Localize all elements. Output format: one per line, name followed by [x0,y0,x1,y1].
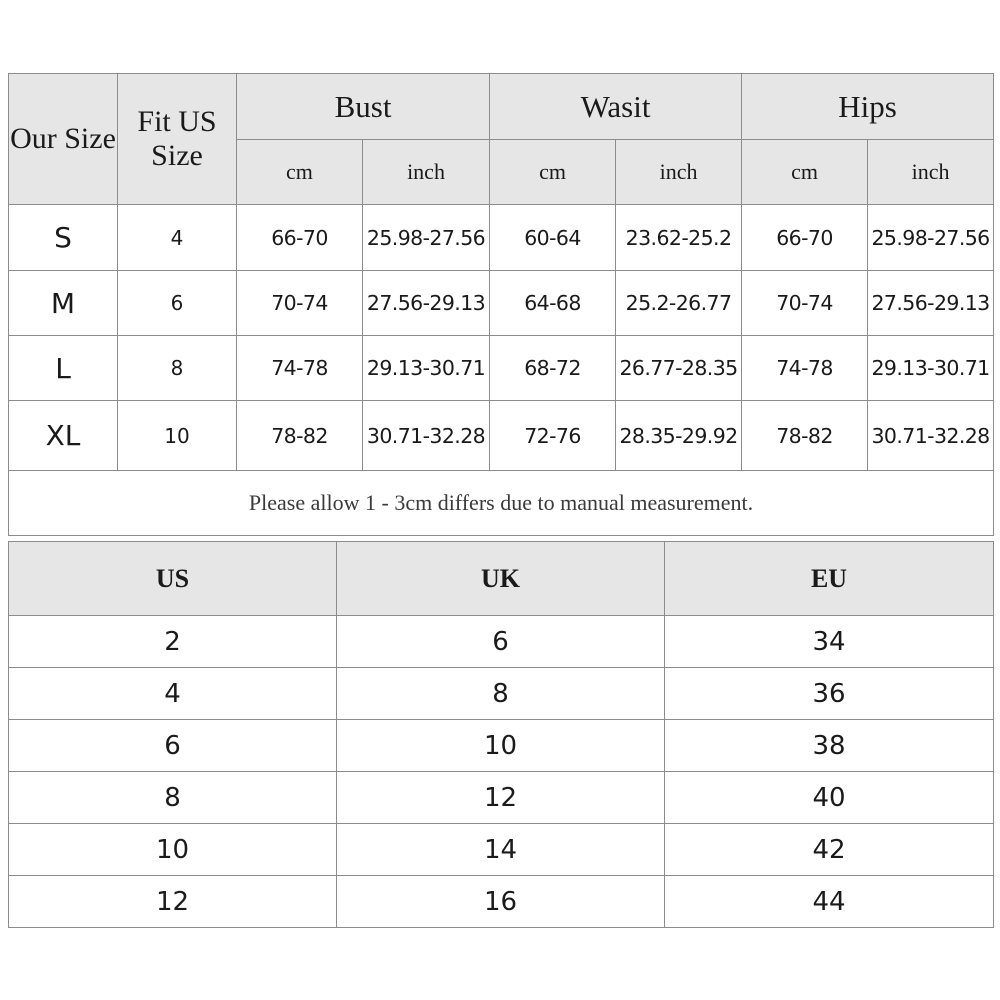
header-waist-cm: cm [490,140,616,205]
header-eu: EU [665,542,994,616]
size-measurement-table [8,73,994,536]
table-row [9,720,994,772]
waist-cm-cell: 60-64 [490,205,616,271]
bust-cm-cell: 70-74 [237,271,363,336]
waist-inch-cell: 23.62-25.2 [616,205,742,271]
table-row [9,401,994,471]
us-cell: 2 [9,616,337,668]
waist-cm-cell: 64-68 [490,271,616,336]
bust-inch-cell: 25.98-27.56 [363,205,490,271]
hips-cm-cell: 74-78 [742,336,868,401]
table-row [9,772,994,824]
bust-inch-cell: 30.71-32.28 [363,401,490,471]
uk-cell: 16 [337,876,665,928]
bust-cm-cell: 78-82 [237,401,363,471]
header-waist-inch: inch [616,140,742,205]
header-our-size: Our Size [9,74,118,205]
waist-cm-cell: 68-72 [490,336,616,401]
waist-inch-cell: 25.2-26.77 [616,271,742,336]
hips-cm-cell: 66-70 [742,205,868,271]
header-waist: Wasit [490,74,742,140]
bust-inch-cell: 27.56-29.13 [363,271,490,336]
eu-cell: 36 [665,668,994,720]
eu-cell: 38 [665,720,994,772]
size-conversion-table [8,541,994,928]
fit-us-cell: 4 [118,205,237,271]
waist-cm-cell: 72-76 [490,401,616,471]
fit-us-cell: 8 [118,336,237,401]
header-us: US [9,542,337,616]
note-row [9,471,994,536]
fit-us-cell: 10 [118,401,237,471]
header-hips: Hips [742,74,994,140]
table-row [9,668,994,720]
bust-cm-cell: 74-78 [237,336,363,401]
bust-inch-cell: 29.13-30.71 [363,336,490,401]
hips-inch-cell: 27.56-29.13 [868,271,994,336]
hips-inch-cell: 30.71-32.28 [868,401,994,471]
eu-cell: 44 [665,876,994,928]
measurement-note: Please allow 1 - 3cm differs due to manual measurement. [9,471,994,536]
hips-inch-cell: 29.13-30.71 [868,336,994,401]
bust-cm-cell: 66-70 [237,205,363,271]
waist-inch-cell: 28.35-29.92 [616,401,742,471]
eu-cell: 34 [665,616,994,668]
uk-cell: 6 [337,616,665,668]
table-row [9,336,994,401]
hips-cm-cell: 70-74 [742,271,868,336]
eu-cell: 42 [665,824,994,876]
waist-inch-cell: 26.77-28.35 [616,336,742,401]
size-cell: S [9,205,118,271]
conversion-header-row [9,542,994,616]
size-cell: L [9,336,118,401]
header-hips-inch: inch [868,140,994,205]
uk-cell: 14 [337,824,665,876]
header-bust-inch: inch [363,140,490,205]
uk-cell: 8 [337,668,665,720]
header-bust: Bust [237,74,490,140]
header-uk: UK [337,542,665,616]
us-cell: 8 [9,772,337,824]
header-hips-cm: cm [742,140,868,205]
uk-cell: 10 [337,720,665,772]
eu-cell: 40 [665,772,994,824]
us-cell: 6 [9,720,337,772]
table-row [9,876,994,928]
size-table-header-row [9,74,994,140]
us-cell: 10 [9,824,337,876]
size-cell: M [9,271,118,336]
hips-inch-cell: 25.98-27.56 [868,205,994,271]
hips-cm-cell: 78-82 [742,401,868,471]
header-bust-cm: cm [237,140,363,205]
table-row [9,824,994,876]
table-row [9,271,994,336]
fit-us-cell: 6 [118,271,237,336]
header-fit-us-size: Fit US Size [118,74,237,205]
uk-cell: 12 [337,772,665,824]
size-cell: XL [9,401,118,471]
us-cell: 12 [9,876,337,928]
table-row [9,205,994,271]
table-row [9,616,994,668]
us-cell: 4 [9,668,337,720]
